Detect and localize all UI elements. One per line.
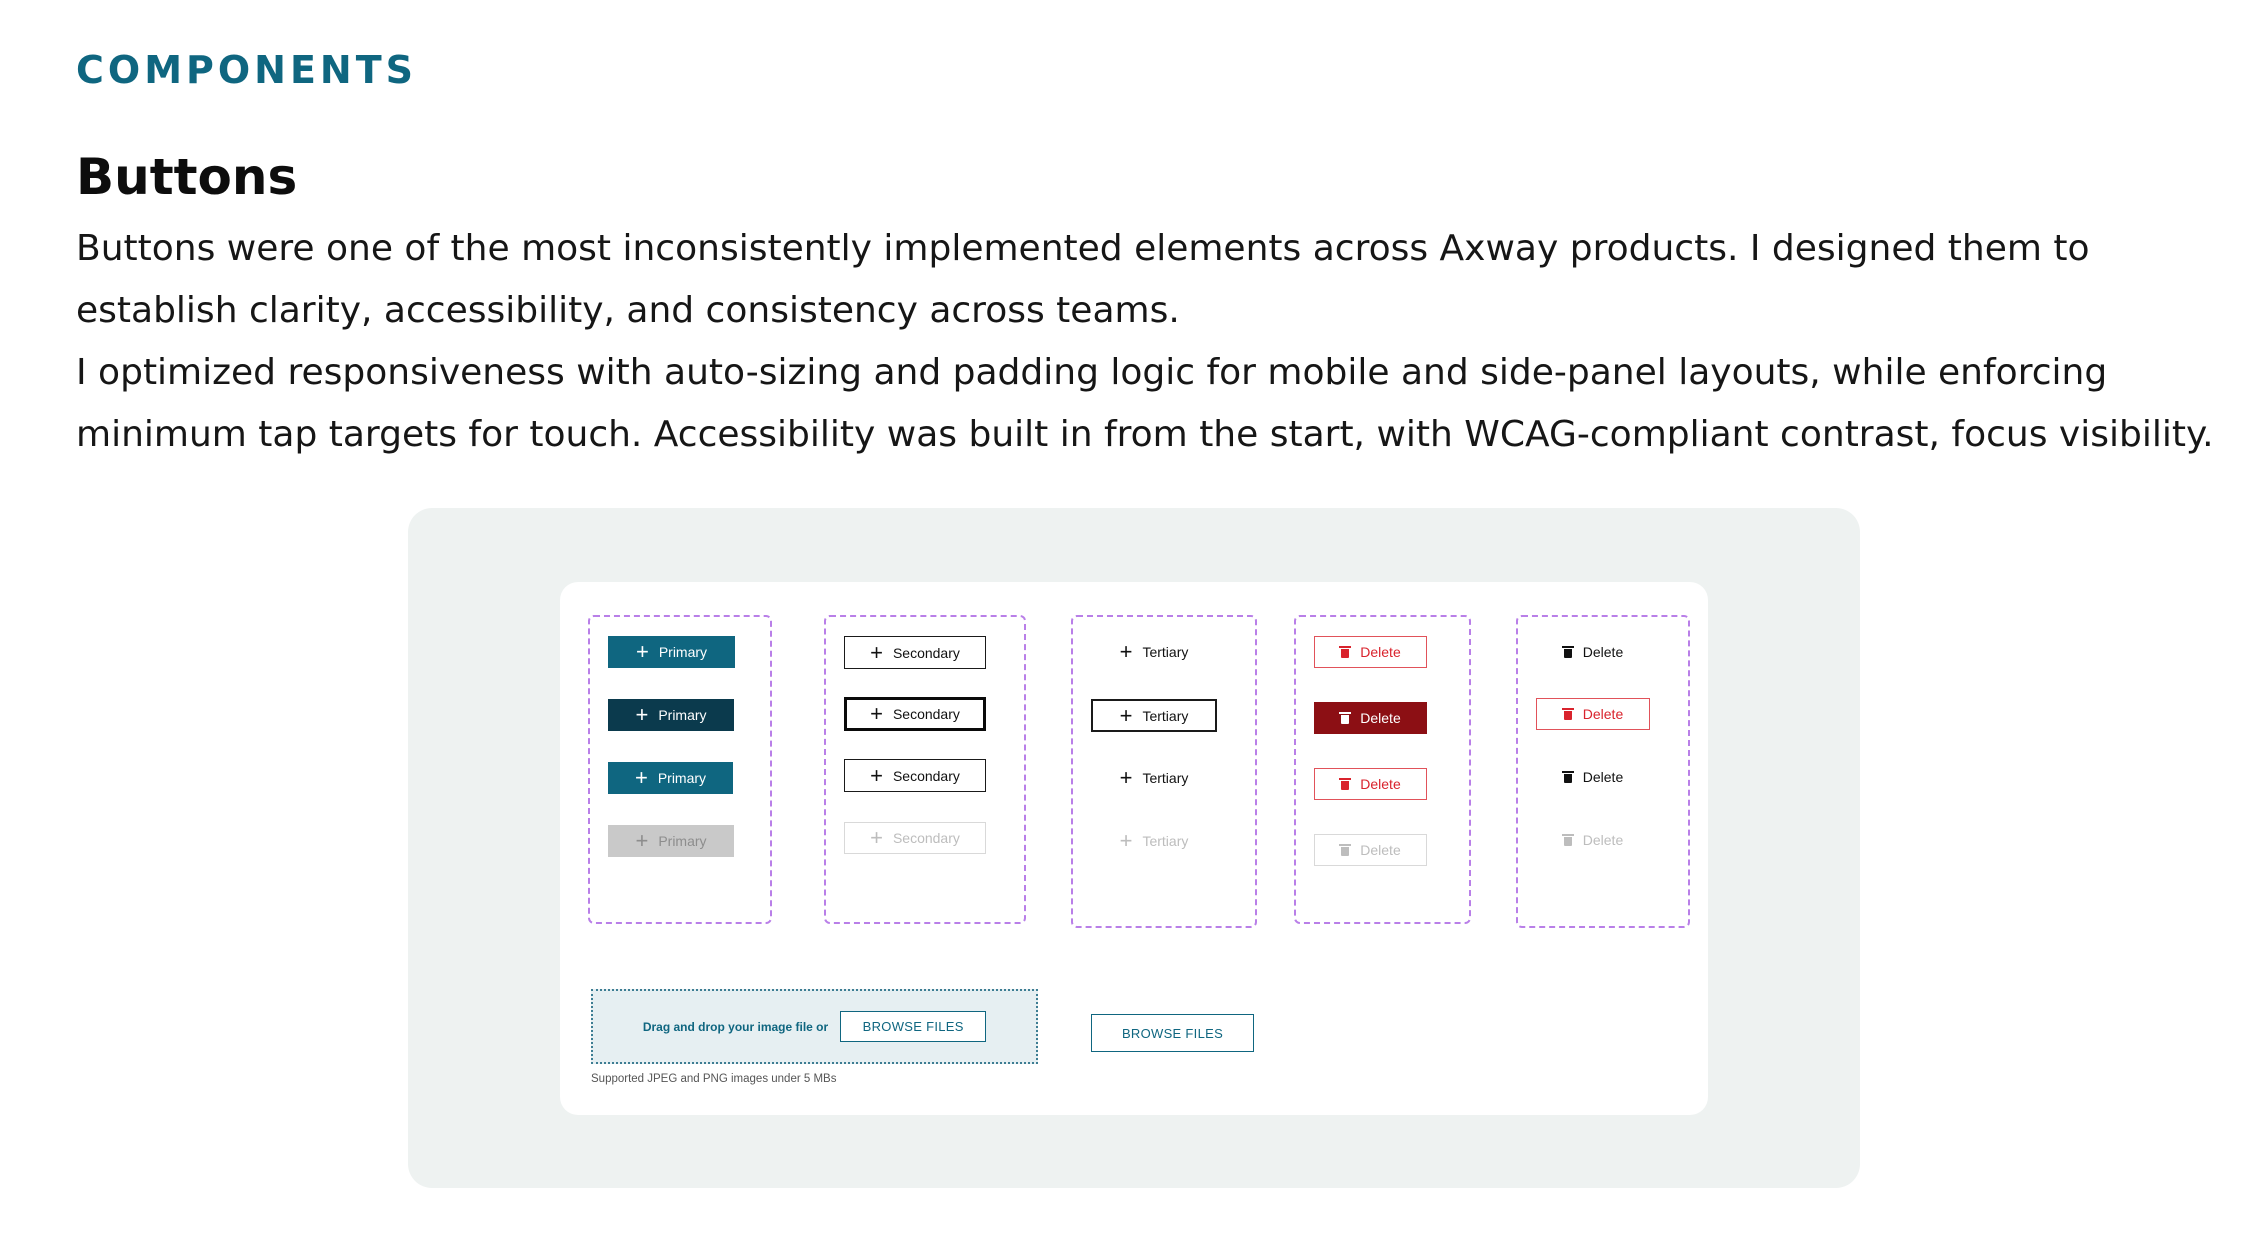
description xyxy=(76,218,2214,466)
delete-button-hover[interactable] xyxy=(1314,768,1427,800)
button-label: Secondary xyxy=(892,644,960,661)
button-label: Secondary xyxy=(892,767,960,784)
tertiary-button-disabled[interactable] xyxy=(1092,825,1216,857)
delete-tertiary-button-hover[interactable] xyxy=(1536,761,1650,793)
secondary-button-disabled[interactable] xyxy=(844,822,986,854)
plus-icon: + xyxy=(635,702,649,727)
trash-icon xyxy=(1563,771,1573,783)
delete-button-pressed[interactable] xyxy=(1314,702,1427,734)
dropzone-text: Drag and drop your image file or xyxy=(642,1019,829,1034)
trash-icon xyxy=(1340,712,1350,724)
browse-files-button-standalone[interactable]: BROWSE FILES xyxy=(1091,1014,1254,1052)
trash-icon xyxy=(1563,708,1573,720)
tertiary-button-hover[interactable] xyxy=(1092,762,1216,794)
upload-helper-text: Supported JPEG and PNG images under 5 MBs xyxy=(591,1073,837,1085)
plus-icon: + xyxy=(634,765,648,790)
trash-icon xyxy=(1563,646,1573,658)
primary-button-default[interactable] xyxy=(608,636,735,668)
description-line: minimum tap targets for touch. Accessibility was built in from the start, with WCAG-compliant contrast, focus visibility. xyxy=(76,414,2214,455)
button-label: Primary xyxy=(658,833,707,849)
primary-button-hover[interactable] xyxy=(608,699,734,731)
trash-icon xyxy=(1340,844,1350,856)
plus-icon: + xyxy=(635,828,649,853)
button-label: Delete xyxy=(1582,769,1624,785)
button-label: Primary xyxy=(658,644,708,660)
button-label: Delete xyxy=(1360,644,1401,660)
button-label: Tertiary xyxy=(1142,644,1189,660)
secondary-button-hover[interactable] xyxy=(844,759,986,792)
plus-icon: + xyxy=(1119,702,1133,728)
button-label: Primary xyxy=(657,770,707,786)
trash-icon xyxy=(1340,646,1350,658)
tertiary-button-focus[interactable] xyxy=(1091,699,1217,732)
button-label: Delete xyxy=(1360,842,1401,858)
delete-tertiary-button-focus[interactable] xyxy=(1536,698,1650,730)
button-label: Tertiary xyxy=(1142,770,1189,786)
page-title: Buttons xyxy=(76,148,298,206)
secondary-button-default[interactable] xyxy=(844,636,986,669)
description-line: I optimized responsiveness with auto-sizing and padding logic for mobile and side-panel layouts, while enforcing xyxy=(76,352,2108,393)
secondary-button-focus[interactable] xyxy=(844,697,986,731)
description-line: establish clarity, accessibility, and consistency across teams. xyxy=(76,290,1180,331)
plus-icon: + xyxy=(1119,639,1133,664)
section-eyebrow: COMPONENTS xyxy=(76,48,418,92)
delete-button-default[interactable] xyxy=(1314,636,1427,668)
button-label: Delete xyxy=(1582,832,1624,848)
button-label: Primary xyxy=(658,707,707,723)
button-label: Secondary xyxy=(892,830,960,846)
plus-icon: + xyxy=(1119,828,1133,853)
trash-icon xyxy=(1340,778,1350,790)
delete-tertiary-button-default[interactable] xyxy=(1536,636,1650,668)
browse-files-button[interactable]: BROWSE FILES xyxy=(840,1011,986,1042)
delete-button-disabled[interactable] xyxy=(1314,834,1427,866)
button-label: Delete xyxy=(1582,644,1624,660)
delete-tertiary-button-disabled[interactable] xyxy=(1536,824,1650,856)
plus-icon: + xyxy=(1119,765,1133,790)
plus-icon: + xyxy=(635,639,649,664)
plus-icon: + xyxy=(870,639,883,665)
plus-icon: + xyxy=(870,825,883,850)
description-line: Buttons were one of the most inconsistently implemented elements across Axway products. I designed them to xyxy=(76,228,2090,269)
button-label: Tertiary xyxy=(1142,833,1189,849)
button-label: Delete xyxy=(1582,706,1624,722)
primary-button-disabled[interactable] xyxy=(608,825,734,857)
button-label: Delete xyxy=(1360,710,1401,726)
plus-icon: + xyxy=(870,701,883,726)
tertiary-button-default[interactable] xyxy=(1092,636,1216,668)
file-dropzone[interactable] xyxy=(591,989,1038,1064)
plus-icon: + xyxy=(870,762,883,788)
button-label: Delete xyxy=(1360,776,1401,792)
primary-button-focus[interactable] xyxy=(608,762,733,794)
button-label: Tertiary xyxy=(1142,707,1189,724)
trash-icon xyxy=(1563,834,1573,846)
button-label: Secondary xyxy=(892,706,960,722)
